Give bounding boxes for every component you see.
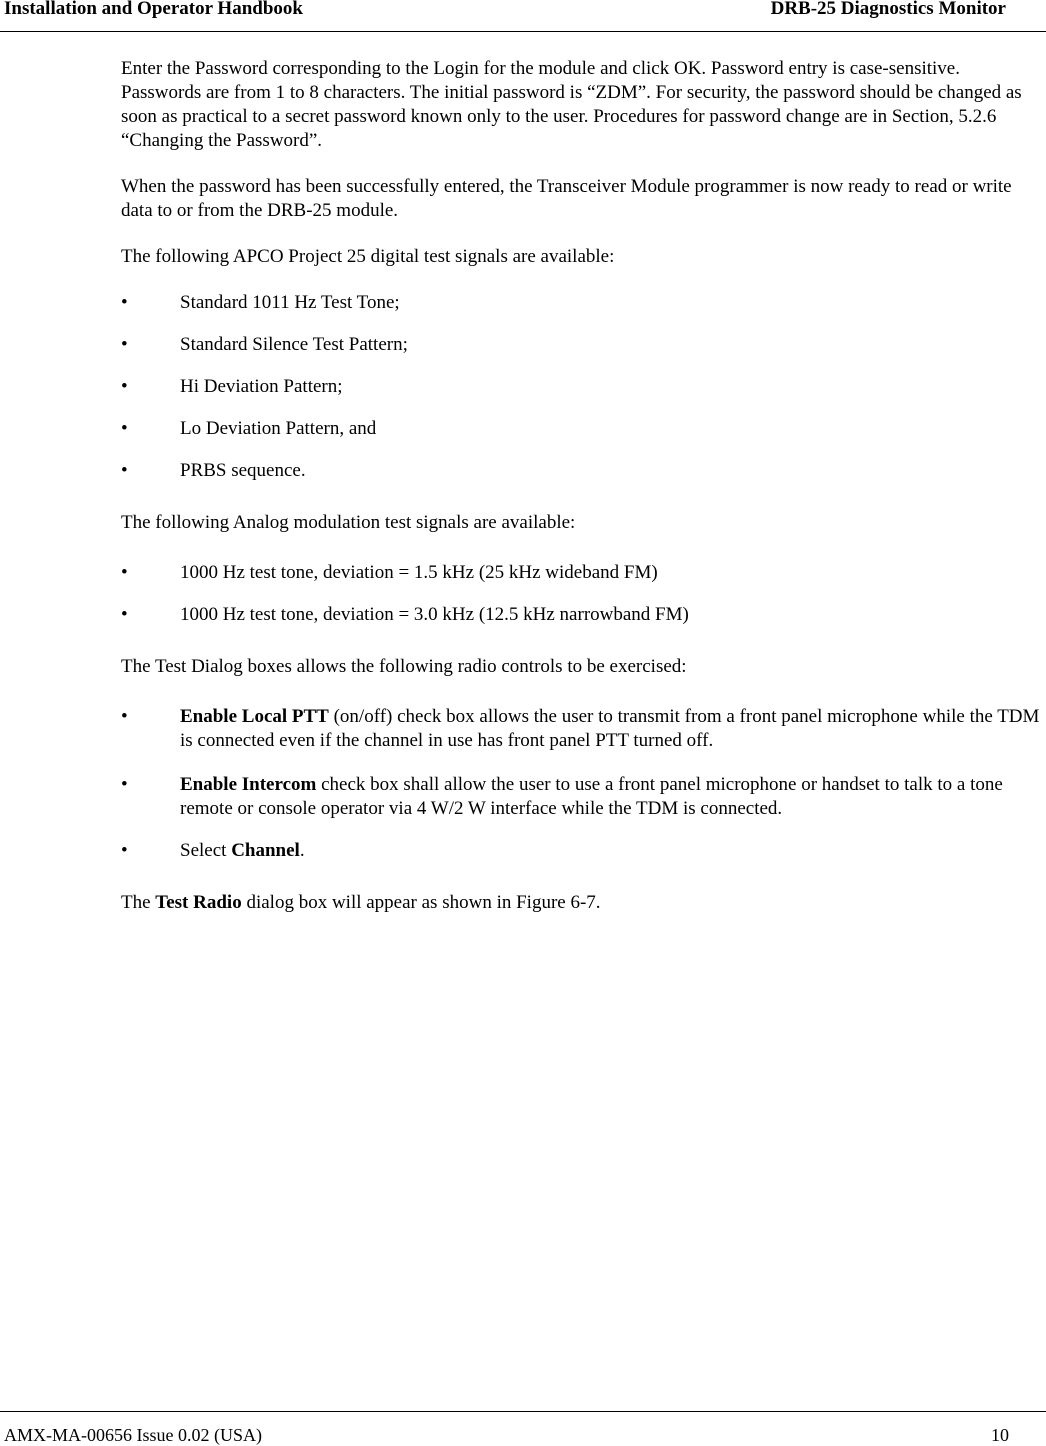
bullet-icon: • — [121, 840, 128, 861]
bullet-icon: • — [121, 292, 128, 313]
list-item — [121, 839, 1041, 863]
list-item-text: 1000 Hz test tone, deviation = 3.0 kHz (12.5 kHz narrowband FM) — [180, 604, 689, 625]
paragraph-password: Enter the Password corresponding to the Login for the module and click OK. Password entry is case-sensitive. Passwords are from 1 to 8 characters. The initial password is “ZDM”. For security, the password should be changed as soon as practical to a secret password known only to the user. Procedures for password change are in Section, 5.2.6 “Changing the Password”. — [121, 58, 1022, 151]
page-number: 10 — [991, 1425, 1009, 1445]
bullet-icon: • — [121, 376, 128, 397]
bullet-icon: • — [121, 460, 128, 481]
controls-list — [121, 705, 1041, 863]
list-item — [121, 417, 1041, 441]
list-item — [121, 603, 1041, 627]
bullet-icon: • — [121, 774, 128, 795]
dialog-name-test-radio: Test Radio — [155, 892, 242, 913]
paragraph-text: The — [121, 892, 156, 913]
paragraph-password-success: When the password has been successfully entered, the Transceiver Module programmer is now ready to read or write data to or from the DRB-25 module. — [121, 176, 1012, 221]
list-item — [121, 333, 1041, 357]
paragraph-digital-intro: The following APCO Project 25 digital test signals are available: — [121, 246, 615, 267]
header-document-name: DRB-25 Diagnostics Monitor — [770, 0, 1006, 19]
list-item-text: Standard Silence Test Pattern; — [180, 334, 408, 355]
header-title: Installation and Operator Handbook — [4, 0, 303, 19]
bullet-icon: • — [121, 706, 128, 727]
list-item-text: Lo Deviation Pattern, and — [180, 418, 377, 439]
paragraph-analog-intro: The following Analog modulation test signals are available: — [121, 512, 576, 533]
list-item-text: (on/off) check box allows the user to transmit from a front panel microphone while the TDM is connected even if the channel in use has front panel PTT turned off. — [180, 706, 1040, 751]
paragraph-controls-intro: The Test Dialog boxes allows the following radio controls to be exercised: — [121, 656, 687, 677]
bullet-icon: • — [121, 418, 128, 439]
bullet-icon: • — [121, 562, 128, 583]
list-item-text: PRBS sequence. — [180, 460, 306, 481]
page-header — [0, 0, 1046, 32]
footer-document-id: AMX-MA-00656 Issue 0.02 (USA) — [4, 1425, 262, 1445]
page-footer — [0, 1411, 1046, 1443]
list-item — [121, 291, 1041, 315]
list-item-text: 1000 Hz test tone, deviation = 1.5 kHz (25 kHz wideband FM) — [180, 562, 658, 583]
control-name-channel: Channel — [231, 840, 300, 861]
list-item — [121, 561, 1041, 585]
list-item-text: Select — [180, 840, 232, 861]
analog-signals-list — [121, 561, 1041, 627]
bullet-icon: • — [121, 334, 128, 355]
list-item-text: check box shall allow the user to use a front panel microphone or handset to talk to a tone remote or console operator via 4 W/2 W interface while the TDM is connected. — [180, 774, 1003, 819]
paragraph-text: dialog box will appear as shown in Figure 6-7. — [241, 892, 601, 913]
list-item — [121, 773, 1041, 821]
list-item — [121, 459, 1041, 483]
page-body — [121, 57, 1041, 915]
bullet-icon: • — [121, 604, 128, 625]
list-item-text: Standard 1011 Hz Test Tone; — [180, 292, 400, 313]
list-item — [121, 705, 1041, 753]
paragraph-test-radio — [121, 891, 1041, 915]
list-item — [121, 375, 1041, 399]
control-name-intercom: Enable Intercom — [180, 774, 317, 795]
digital-signals-list — [121, 291, 1041, 483]
list-item-text: . — [299, 840, 305, 861]
control-name-local-ptt: Enable Local PTT — [180, 706, 329, 727]
list-item-text: Hi Deviation Pattern; — [180, 376, 343, 397]
